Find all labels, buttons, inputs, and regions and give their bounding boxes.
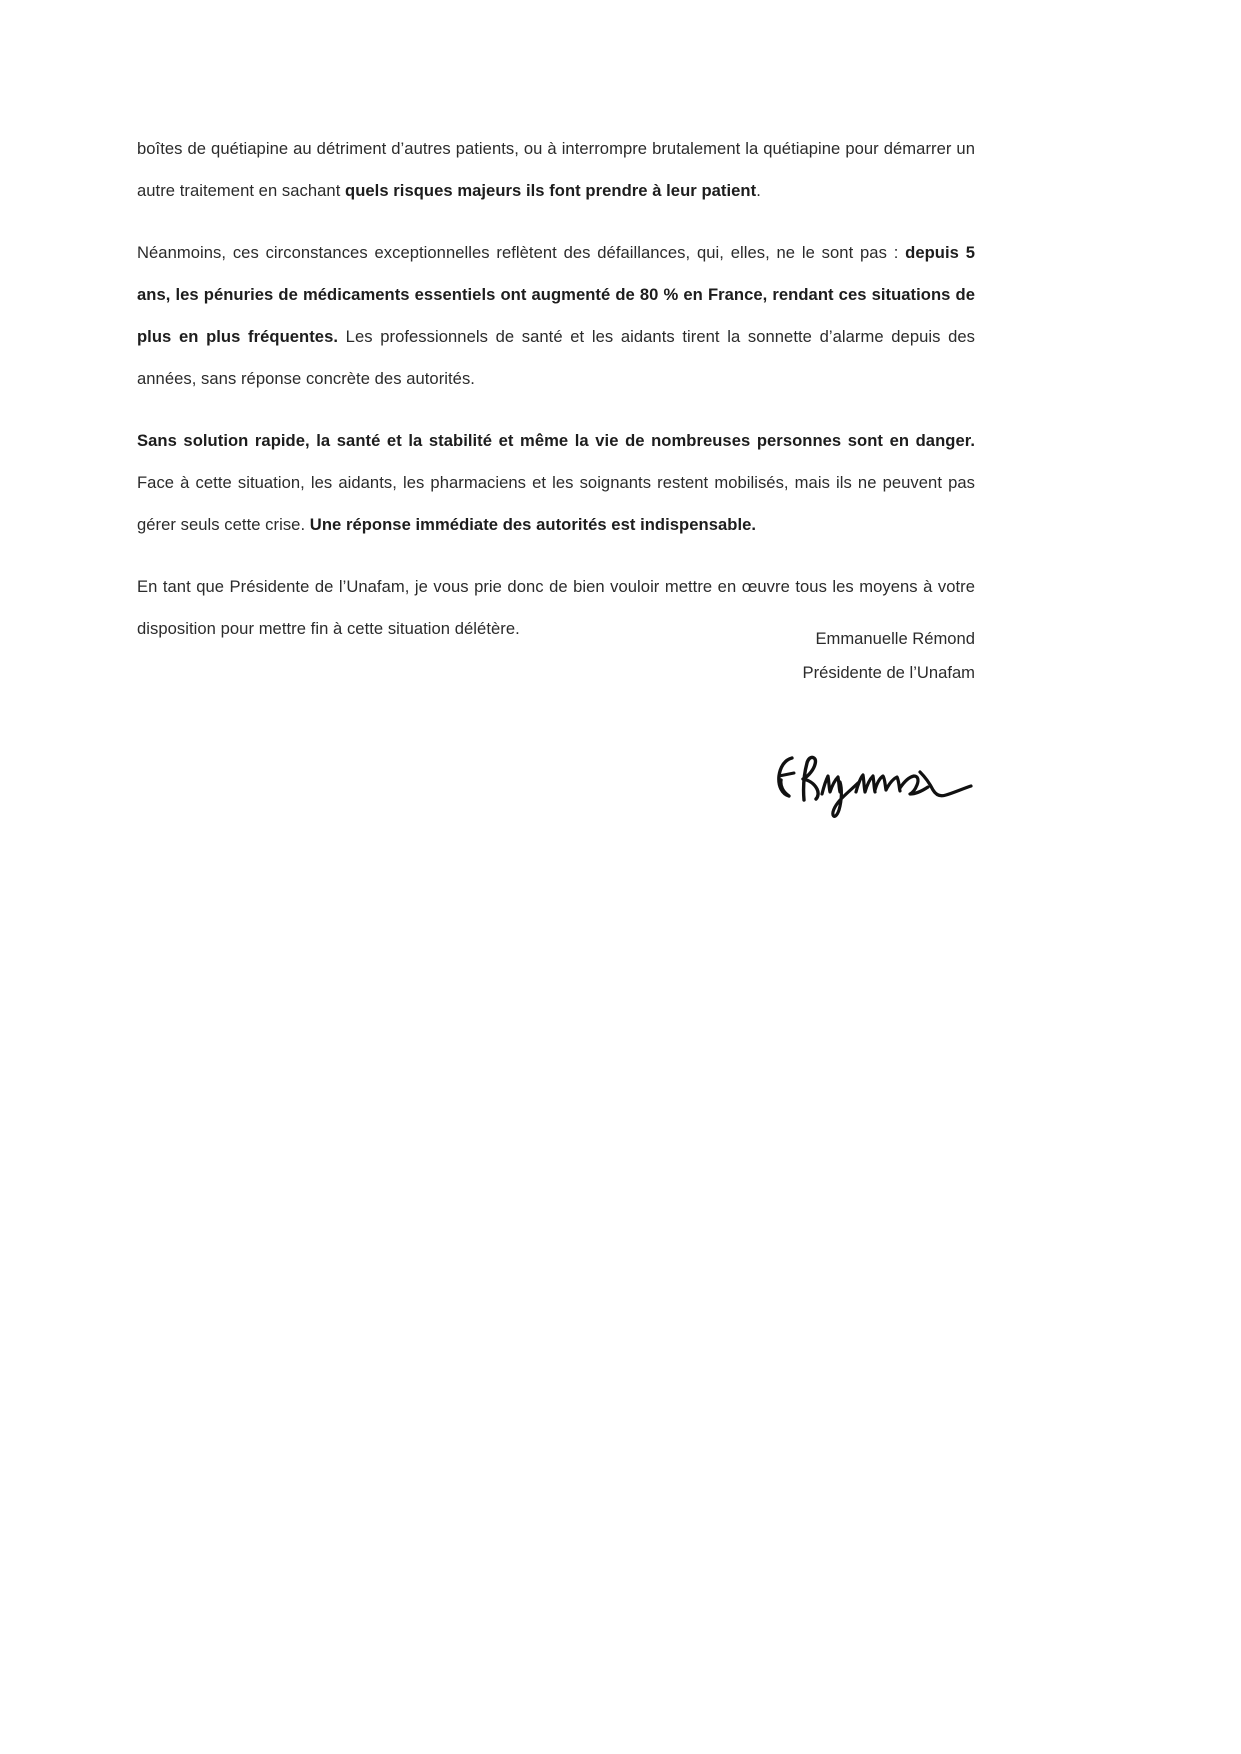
signatory-title: Présidente de l’Unafam	[802, 663, 975, 682]
signatory-name: Emmanuelle Rémond	[815, 629, 975, 648]
text-run-bold: depuis 5 ans, les pénuries de médicaments essentiels ont augmenté de 80 % en France, rendant ces situations de plus en plus fréquentes.	[137, 243, 975, 346]
text-run: .	[756, 181, 761, 200]
paragraph-neanmoins	[137, 232, 975, 400]
text-run-bold: Une réponse immédiate des autorités est indispensable.	[309, 515, 757, 534]
handwritten-signature-icon	[770, 742, 980, 822]
text-run: Néanmoins, ces circonstances exceptionnelles reflètent des défaillances, qui, elles, ne le sont pas :	[137, 243, 906, 262]
text-run-bold: quels risques majeurs ils font prendre à leur patient	[345, 181, 757, 200]
text-run: Les professionnels de santé et les aidants tirent la sonnette d’alarme depuis des années, sans réponse concrète des autorités.	[137, 327, 976, 388]
paragraph-quetiapine	[137, 128, 975, 212]
paragraph-sans-solution	[137, 420, 975, 546]
text-run: En tant que Présidente de l’Unafam, je vous prie donc de bien vouloir mettre en œuvre tous les moyens à votre disposition pour mettre fin à cette situation délétère.	[137, 577, 975, 638]
text-run: boîtes de quétiapine au détriment d’autres patients, ou à interrompre brutalement la quétiapine pour démarrer un autre traitement en sachant	[137, 139, 975, 200]
letter-body	[137, 128, 975, 650]
signature-block	[137, 622, 975, 690]
text-run-bold: Sans solution rapide, la santé et la stabilité et même la vie de nombreuses personnes sont en danger.	[137, 431, 975, 450]
text-run: Face à cette situation, les aidants, les pharmaciens et les soignants restent mobilisés, mais ils ne peuvent pas gérer seuls cette crise.	[137, 473, 975, 534]
